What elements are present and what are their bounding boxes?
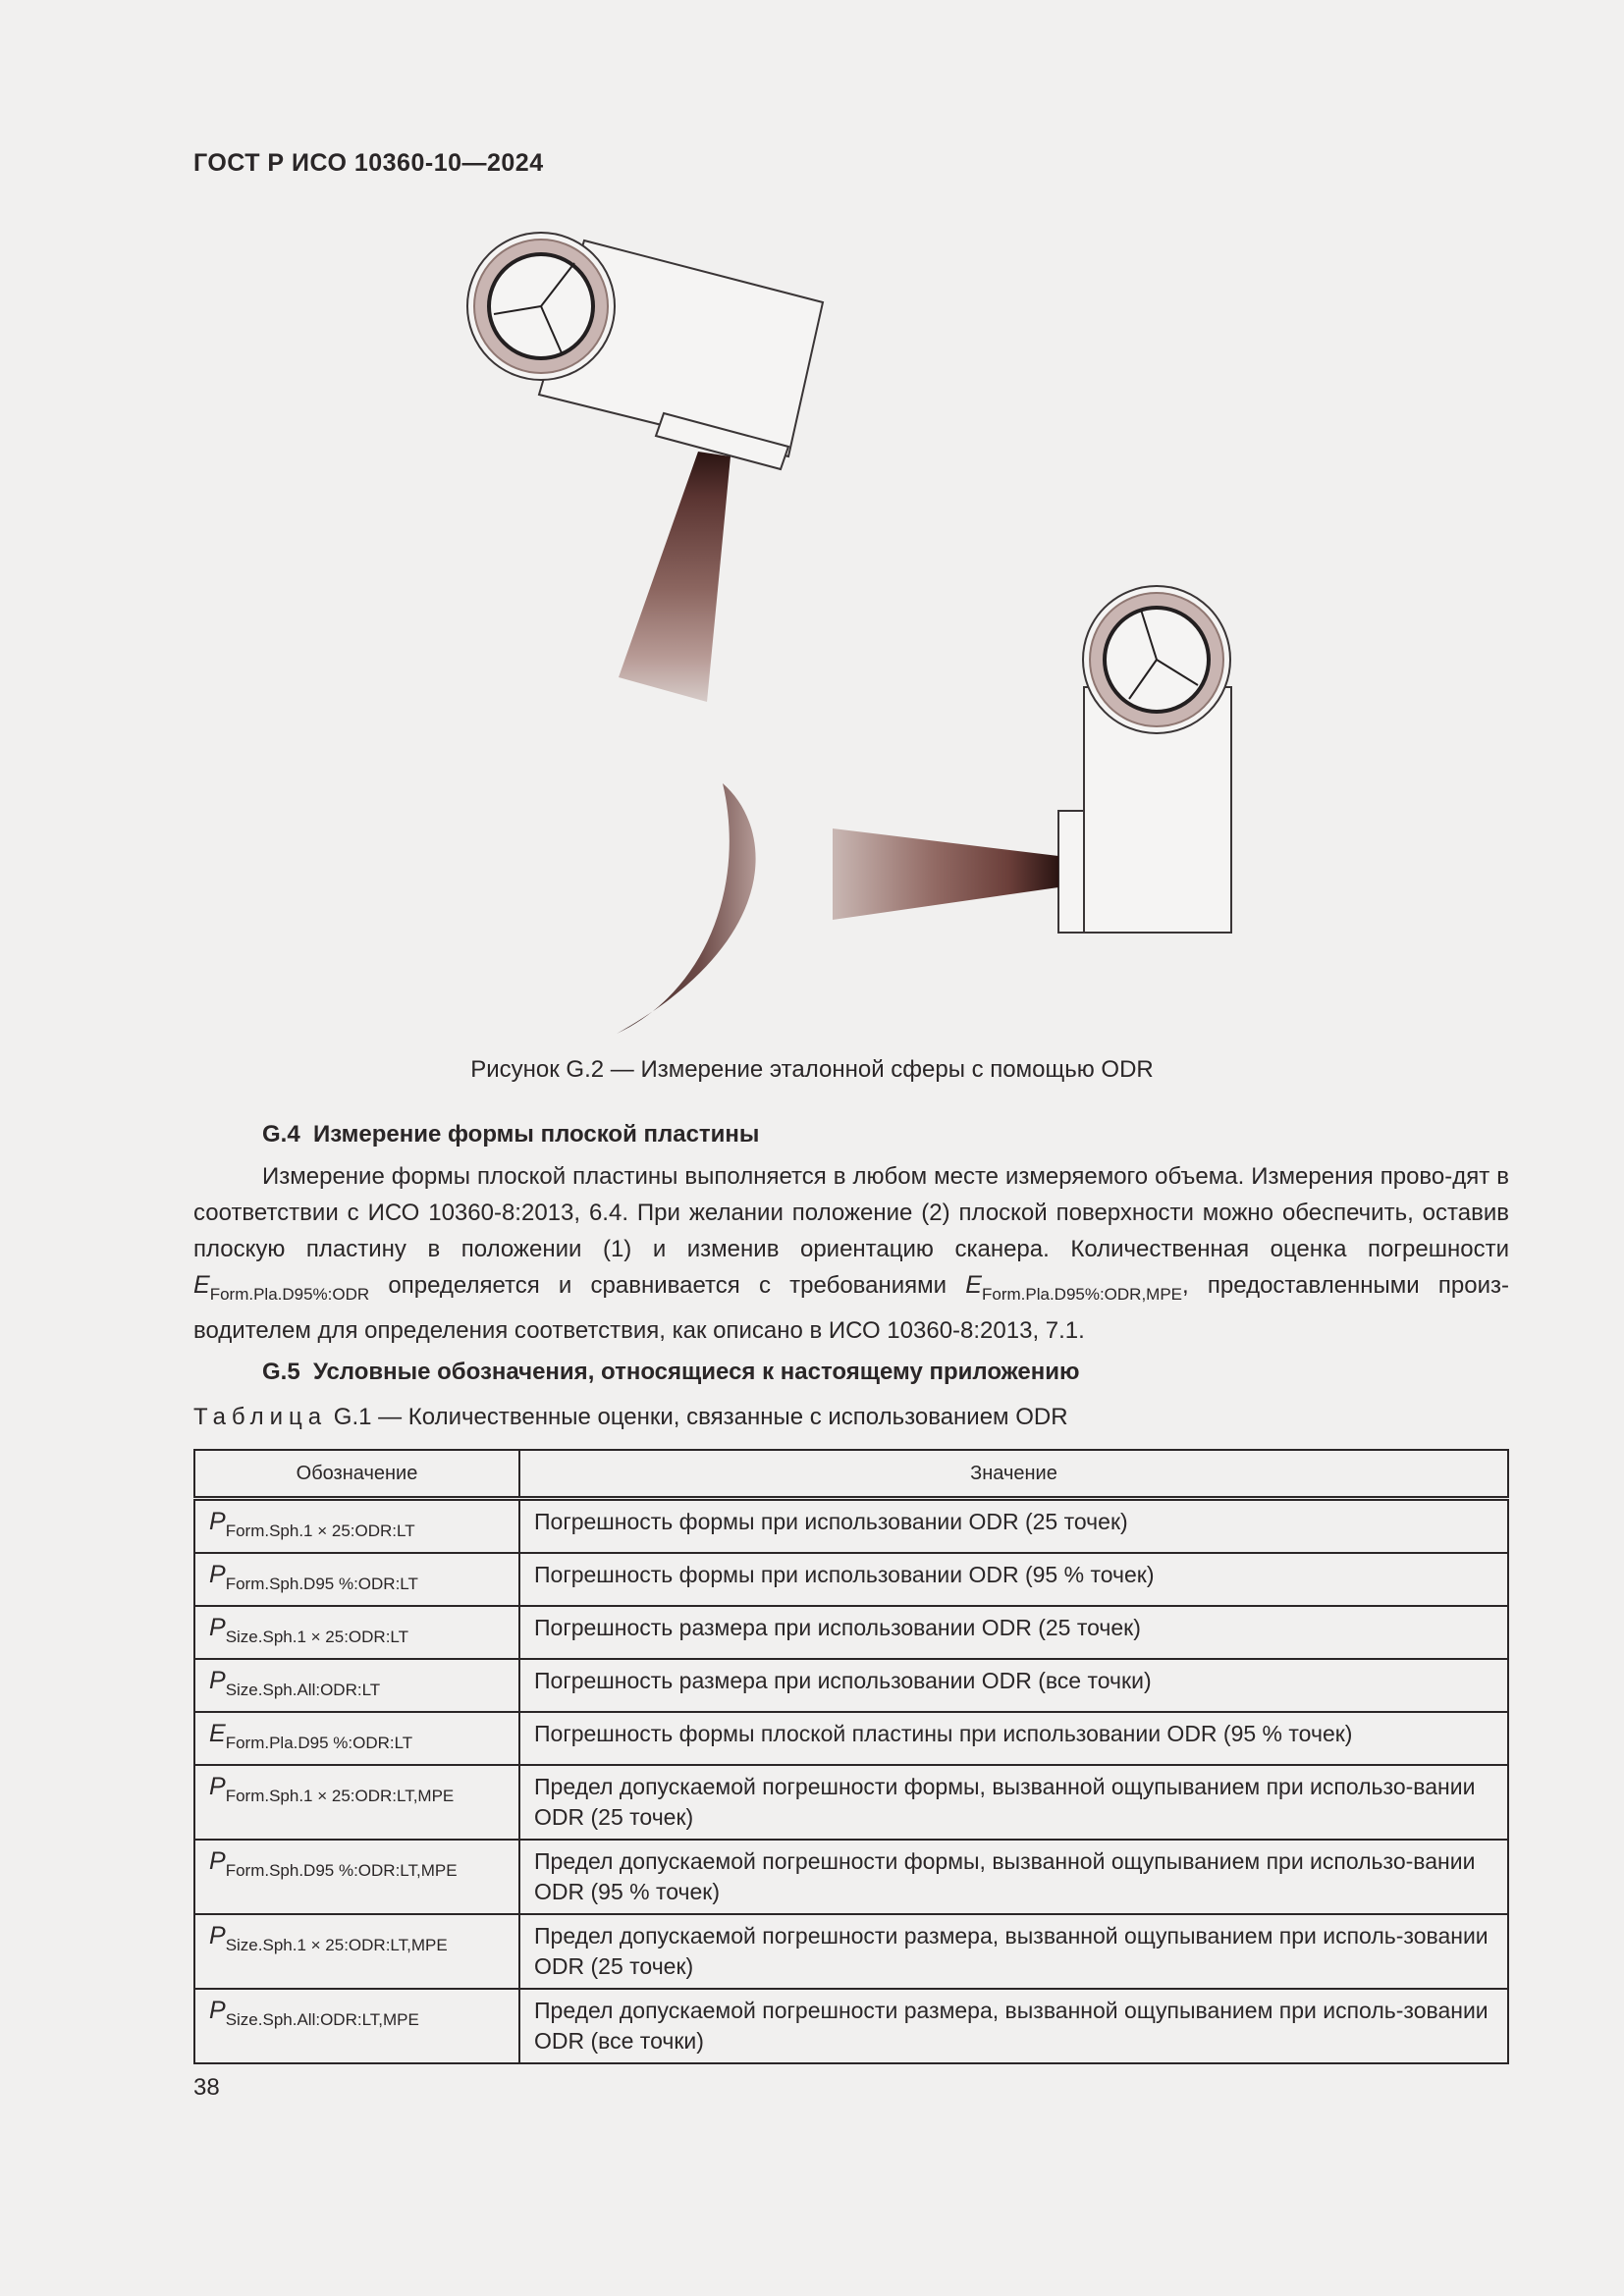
table-caption-number: G.1 bbox=[333, 1404, 372, 1430]
scanner-upright bbox=[1058, 586, 1231, 933]
meaning-cell: Погрешность размера при использовании ODR (все точки) bbox=[519, 1659, 1508, 1712]
table-row bbox=[194, 1989, 1508, 2063]
meaning-cell: Погрешность размера при использовании ODR (25 точек) bbox=[519, 1606, 1508, 1659]
symbol-cell: $P_{Size.Sph.1 \times 25:ODR:LT}$ bbox=[194, 1606, 519, 1659]
symbol-e-form-pla: $E_{Form.Pla.D95\%:ODR}$ bbox=[193, 1271, 370, 1304]
section-g4-paragraph bbox=[193, 1158, 1509, 1349]
section-title: Условные обозначения, относящиеся к настоящему приложению bbox=[313, 1359, 1080, 1385]
meaning-cell: Погрешность формы при использовании ODR (25 точек) bbox=[519, 1499, 1508, 1554]
meaning-cell: Предел допускаемой погрешности формы, вызванной ощупыванием при использо-вании ODR (95 % точек) bbox=[519, 1840, 1508, 1914]
meaning-cell: Предел допускаемой погрешности формы, вызванной ощупыванием при использо-вании ODR (25 точек) bbox=[519, 1765, 1508, 1840]
document-header: ГОСТ Р ИСО 10360-10—2024 bbox=[193, 149, 544, 177]
symbol-cell: $P_{Form.Sph.1 \times 25:ODR:LT,MPE}$ bbox=[194, 1765, 519, 1840]
symbol-cell: $P_{Size.Sph.All:ODR:LT}$ bbox=[194, 1659, 519, 1712]
laser-beam-2 bbox=[833, 828, 1058, 920]
paragraph-text: , предоставленными произ-водителем для определения соответствия, как описано в ИСО 10360-8:2013, 7.1. bbox=[193, 1272, 1510, 1344]
section-g4-heading bbox=[262, 1121, 759, 1148]
table-row bbox=[194, 1659, 1508, 1712]
table-row bbox=[194, 1712, 1508, 1765]
section-g5-heading bbox=[262, 1359, 1079, 1386]
symbol-e-form-pla-mpe: $E_{Form.Pla.D95\%:ODR,MPE}$ bbox=[965, 1271, 1183, 1304]
table-row bbox=[194, 1914, 1508, 1989]
section-number: G.5 bbox=[262, 1359, 300, 1385]
table-row bbox=[194, 1606, 1508, 1659]
column-header-symbol: Обозначение bbox=[194, 1450, 519, 1499]
table-header-row bbox=[194, 1450, 1508, 1499]
symbol-cell: $P_{Form.Sph.D95 \%:ODR:LT}$ bbox=[194, 1553, 519, 1606]
laser-beam-1 bbox=[619, 452, 731, 702]
table-caption-label: Таблица bbox=[193, 1404, 328, 1430]
section-title: Измерение формы плоской пластины bbox=[313, 1121, 760, 1148]
table-row bbox=[194, 1765, 1508, 1840]
meaning-cell: Предел допускаемой погрешности размера, вызванной ощупыванием при исполь-зовании ODR (25 точек) bbox=[519, 1914, 1508, 1989]
figure-caption: Рисунок G.2 — Измерение эталонной сферы с помощью ODR bbox=[470, 1056, 1154, 1083]
section-number: G.4 bbox=[262, 1121, 300, 1148]
symbol-cell: $P_{Size.Sph.1 \times 25:ODR:LT,MPE}$ bbox=[194, 1914, 519, 1989]
table-row bbox=[194, 1553, 1508, 1606]
symbol-cell: $E_{Form.Pla.D95 \%:ODR:LT}$ bbox=[194, 1712, 519, 1765]
table-row bbox=[194, 1840, 1508, 1914]
reference-sphere bbox=[617, 783, 756, 1034]
symbol-cell: $P_{Form.Sph.1 \times 25:ODR:LT}$ bbox=[194, 1499, 519, 1554]
paragraph-text: Измерение формы плоской пластины выполняется в любом месте измеряемого объема. Измерения прово-дят в соответствии с ИСО 10360-8:2013, 6.4. При желании положение (2) плоской поверхности можно обеспечить, оставив плоскую пластину в положении (1) и изменив ориентацию сканера. Количественная оценка погрешности bbox=[193, 1163, 1509, 1262]
table-caption bbox=[193, 1404, 1068, 1431]
meaning-cell: Погрешность формы плоской пластины при использовании ODR (95 % точек) bbox=[519, 1712, 1508, 1765]
symbol-cell: $P_{Size.Sph.All:ODR:LT,MPE}$ bbox=[194, 1989, 519, 2063]
meaning-cell: Погрешность формы при использовании ODR (95 % точек) bbox=[519, 1553, 1508, 1606]
table-row bbox=[194, 1499, 1508, 1554]
table-caption-text: — Количественные оценки, связанные с использованием ODR bbox=[378, 1404, 1068, 1430]
figure-odr-sphere-measurement bbox=[0, 0, 1624, 1060]
symbols-table bbox=[193, 1449, 1509, 2064]
page-number: 38 bbox=[193, 2074, 220, 2101]
scanner-tilted bbox=[467, 233, 823, 469]
column-header-meaning: Значение bbox=[519, 1450, 1508, 1499]
symbol-cell: $P_{Form.Sph.D95 \%:ODR:LT,MPE}$ bbox=[194, 1840, 519, 1914]
meaning-cell: Предел допускаемой погрешности размера, вызванной ощупыванием при исполь-зовании ODR (все точки) bbox=[519, 1989, 1508, 2063]
paragraph-text: определяется и сравнивается с требованиями bbox=[388, 1272, 947, 1299]
